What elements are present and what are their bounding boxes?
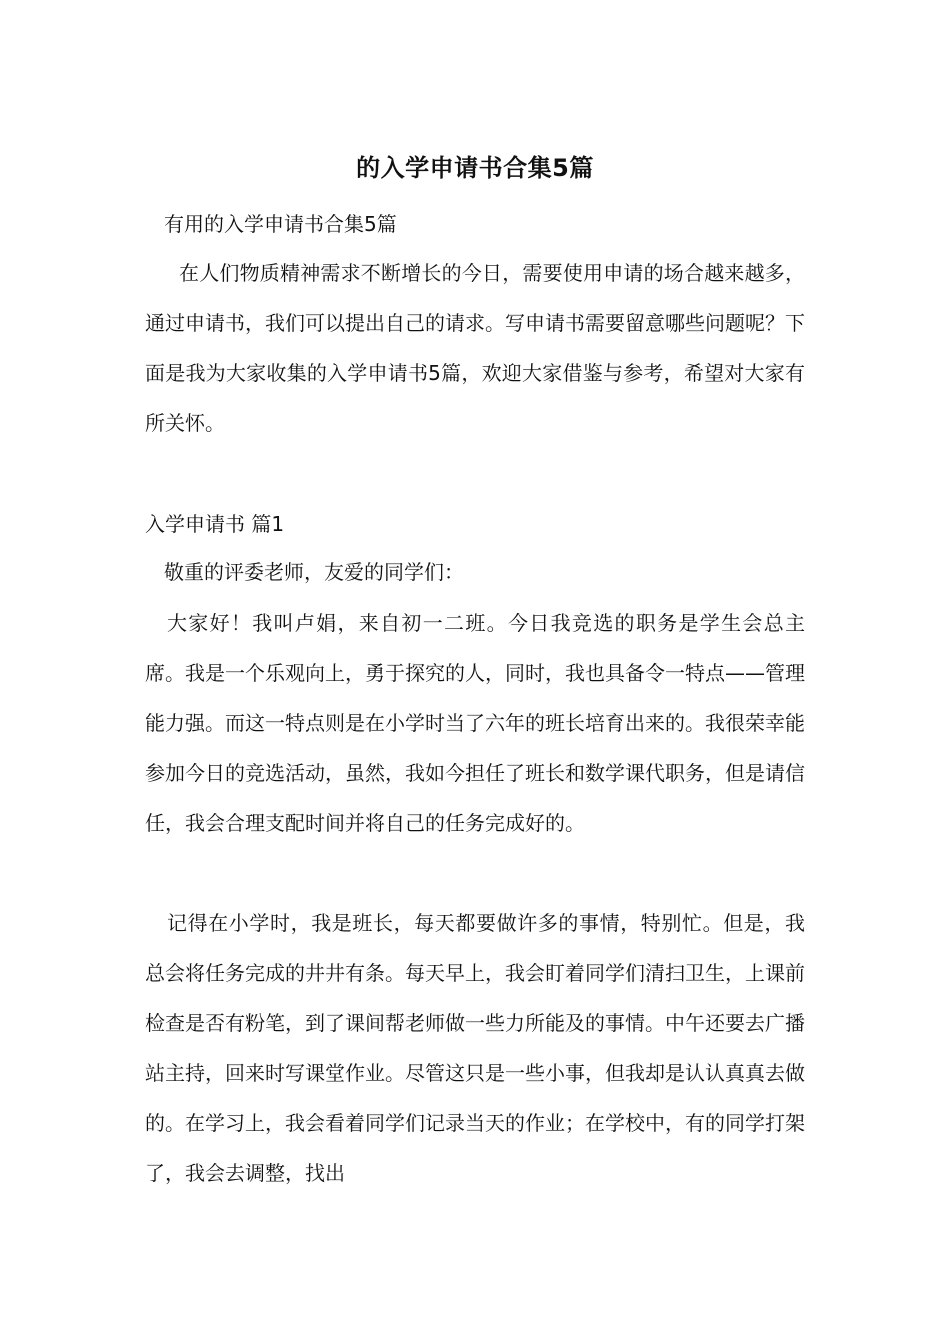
document-title: 的入学申请书合集5篇 — [356, 154, 594, 182]
section-heading: 入学申请书 篇1 — [145, 512, 285, 536]
greeting-line: 敬重的评委老师，友爱的同学们： — [164, 560, 464, 584]
body-paragraph-1: 大家好！我叫卢娟，来自初一二班。今日我竞选的职务是学生会总主席。我是一个乐观向上，勇于探究的人，同时，我也具备令一特点——管理能力强。而这一特点则是在小学时当了六年的班长培育出来的。我很荣幸能参加今日的竞选活动，虽然，我如今担任了班长和数学课代职务，但是请信任，我会合理支配时间并将自己的任务完成好的。 — [145, 611, 805, 835]
document-subtitle: 有用的入学申请书合集5篇 — [164, 212, 397, 236]
intro-paragraph: 在人们物质精神需求不断增长的今日，需要使用申请的场合越来越多，通过申请书，我们可以提出自己的请求。写申请书需要留意哪些问题呢？下面是我为大家收集的入学申请书5篇，欢迎大家借鉴与参考，希望对大家有所关怀。 — [145, 261, 805, 435]
body-paragraph-2: 记得在小学时，我是班长，每天都要做许多的事情，特别忙。但是，我总会将任务完成的井井有条。每天早上，我会盯着同学们清扫卫生，上课前检查是否有粉笔，到了课间帮老师做一些力所能及的事情。中午还要去广播站主持，回来时写课堂作业。尽管这只是一些小事，但我却是认认真真去做的。在学习上，我会看着同学们记录当天的作业；在学校中，有的同学打架了，我会去调整，找出 — [145, 911, 805, 1185]
